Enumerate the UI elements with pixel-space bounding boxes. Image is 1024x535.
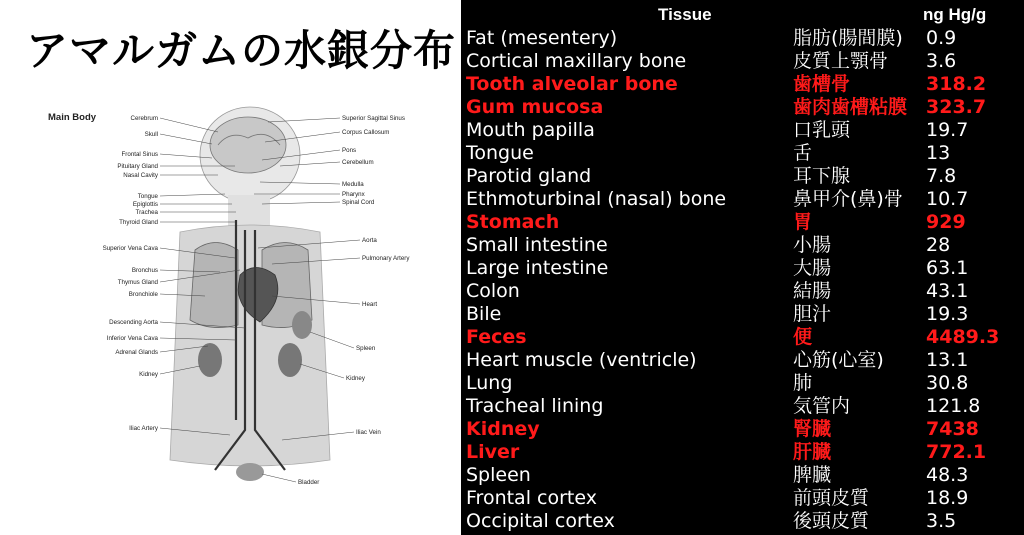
tissue-name-jp: 前頭皮質 [793,487,870,509]
mercury-value: 13.1 [926,349,969,371]
tissue-name-en: Kidney [466,418,540,440]
table-row [461,96,1024,119]
label-spleen: Spleen [356,345,376,352]
tissue-name-jp: 脂肪(腸間膜) [793,27,903,49]
table-row [461,257,1024,280]
label-trachea: Trachea [135,209,158,216]
mercury-value: 121.8 [926,395,981,417]
mercury-value: 19.3 [926,303,969,325]
tissue-name-en: Heart muscle (ventricle) [466,349,697,371]
mercury-value: 19.7 [926,119,969,141]
tissue-name-jp: 後頭皮質 [793,510,870,532]
mercury-value: 3.5 [926,510,957,532]
tissue-name-jp: 歯槽骨 [793,73,851,95]
label-nasal-cavity: Nasal Cavity [123,172,158,179]
page-title: アマルガムの水銀分布 [26,26,457,75]
tissue-name-jp: 口乳頭 [793,119,851,141]
label-cerebellum: Cerebellum [342,159,374,166]
tissue-name-en: Tooth alveolar bone [466,73,678,95]
label-epiglottis: Epiglottis [132,201,158,208]
tissue-name-en: Stomach [466,211,560,233]
tissue-name-en: Ethmoturbinal (nasal) bone [466,188,727,210]
label-bronchus: Bronchus [131,267,158,274]
tissue-name-jp: 小腸 [793,234,832,256]
mercury-value: 48.3 [926,464,969,486]
table-row [461,372,1024,395]
table-row [461,303,1024,326]
label-kidney-right: Kidney [346,375,365,382]
mercury-value: 323.7 [926,96,987,118]
table-row [461,73,1024,96]
label-thyroid-gland: Thyroid Gland [119,219,158,226]
label-inferior-vena-cava: Inferior Vena Cava [106,335,158,342]
header-tissue: Tissue [658,5,712,24]
tissue-name-en: Bile [466,303,502,325]
label-thymus-gland: Thymus Gland [117,279,158,286]
tissue-name-en: Spleen [466,464,531,486]
label-kidney-left: Kidney [139,371,158,378]
tissue-name-jp: 皮質上顎骨 [793,50,889,72]
mercury-value: 929 [926,211,966,233]
mercury-value: 13 [926,142,951,164]
tissue-name-en: Mouth papilla [466,119,595,141]
tissue-name-en: Tongue [466,142,534,164]
tissue-name-jp: 大腸 [793,257,832,279]
tissue-name-en: Liver [466,441,520,463]
tissue-name-en: Small intestine [466,234,608,256]
tissue-name-en: Feces [466,326,527,348]
tissue-name-jp: 胆汁 [793,303,832,325]
tissue-name-jp: 心筋(心室) [793,349,884,371]
mercury-value: 30.8 [926,372,969,394]
tissue-name-jp: 腎臓 [793,418,832,440]
table-row [461,326,1024,349]
mercury-value: 3.6 [926,50,957,72]
anatomy-diagram [40,100,450,500]
label-pharynx: Pharynx [342,191,365,198]
label-bronchiole: Bronchiole [128,291,158,298]
label-tongue: Tongue [137,193,158,200]
table-row [461,119,1024,142]
tissue-name-en: Large intestine [466,257,609,279]
table-row [461,464,1024,487]
tissue-name-jp: 胃 [793,211,813,233]
label-medulla: Medulla [342,181,364,188]
label-bladder: Bladder [298,479,320,486]
tissue-name-jp: 肝臓 [793,441,832,463]
mercury-value: 0.9 [926,27,957,49]
tissue-name-jp: 耳下腺 [793,165,851,187]
label-descending-aorta: Descending Aorta [109,319,158,326]
tissue-name-en: Frontal cortex [466,487,597,509]
mercury-value: 7.8 [926,165,957,187]
table-row [461,510,1024,533]
mercury-value: 63.1 [926,257,969,279]
tissue-name-jp: 鼻甲介(鼻)骨 [793,188,903,210]
table-header [461,0,1024,30]
tissue-name-en: Occipital cortex [466,510,615,532]
label-spinal-cord: Spinal Cord [342,199,375,206]
label-pons: Pons [342,147,357,154]
tissue-name-en: Lung [466,372,513,394]
table-row [461,165,1024,188]
mercury-value: 4489.3 [926,326,1000,348]
mercury-distribution-table [461,0,1024,535]
tissue-name-en: Cortical maxillary bone [466,50,687,72]
table-row [461,395,1024,418]
bladder-icon [236,463,264,481]
tissue-name-en: Colon [466,280,520,302]
tissue-name-jp: 脾臓 [793,464,832,486]
table-row [461,211,1024,234]
table-row [461,280,1024,303]
label-superior-vena-cava: Superior Vena Cava [102,245,158,252]
tissue-name-jp: 舌 [793,142,813,164]
tissue-name-jp: 便 [793,326,813,348]
table-row [461,349,1024,372]
tissue-name-jp: 結腸 [793,280,832,302]
table-row [461,142,1024,165]
mercury-value: 18.9 [926,487,969,509]
table-row [461,487,1024,510]
mercury-value: 28 [926,234,951,256]
tissue-name-en: Tracheal lining [466,395,604,417]
mercury-value: 318.2 [926,73,987,95]
label-superior-sagittal-sinus: Superior Sagittal Sinus [342,115,405,122]
mercury-value: 43.1 [926,280,969,302]
table-row [461,188,1024,211]
label-skull: Skull [144,131,158,138]
tissue-name-jp: 肺 [793,372,813,394]
label-adrenal-glands: Adrenal Glands [115,349,158,356]
spleen-icon [292,311,312,339]
header-value: ng Hg/g [923,5,987,24]
label-iliac-vein: Iliac Vein [356,429,381,436]
tissue-name-en: Parotid gland [466,165,592,187]
label-frontal-sinus: Frontal Sinus [121,151,158,158]
table-row [461,441,1024,464]
table-body [461,27,1024,533]
table-row [461,27,1024,50]
tissue-name-jp: 気管内 [793,395,851,417]
mercury-value: 10.7 [926,188,969,210]
mercury-value: 772.1 [926,441,987,463]
label-pulmonary-artery: Pulmonary Artery [362,255,410,262]
label-iliac-artery: Iliac Artery [129,425,158,432]
table-row [461,418,1024,441]
label-cerebrum: Cerebrum [130,115,158,122]
label-aorta: Aorta [362,237,377,244]
diagram-heading: Main Body [48,112,97,123]
mercury-value: 7438 [926,418,979,440]
label-corpus-callosum: Corpus Callosum [342,129,390,136]
brain-icon [210,117,286,173]
tissue-name-jp: 歯肉歯槽粘膜 [793,96,908,118]
label-heart: Heart [362,301,378,308]
tissue-name-en: Fat (mesentery) [466,27,618,49]
tissue-name-en: Gum mucosa [466,96,604,118]
label-pituitary-gland: Pituitary Gland [117,163,158,170]
table-row [461,234,1024,257]
table-row [461,50,1024,73]
